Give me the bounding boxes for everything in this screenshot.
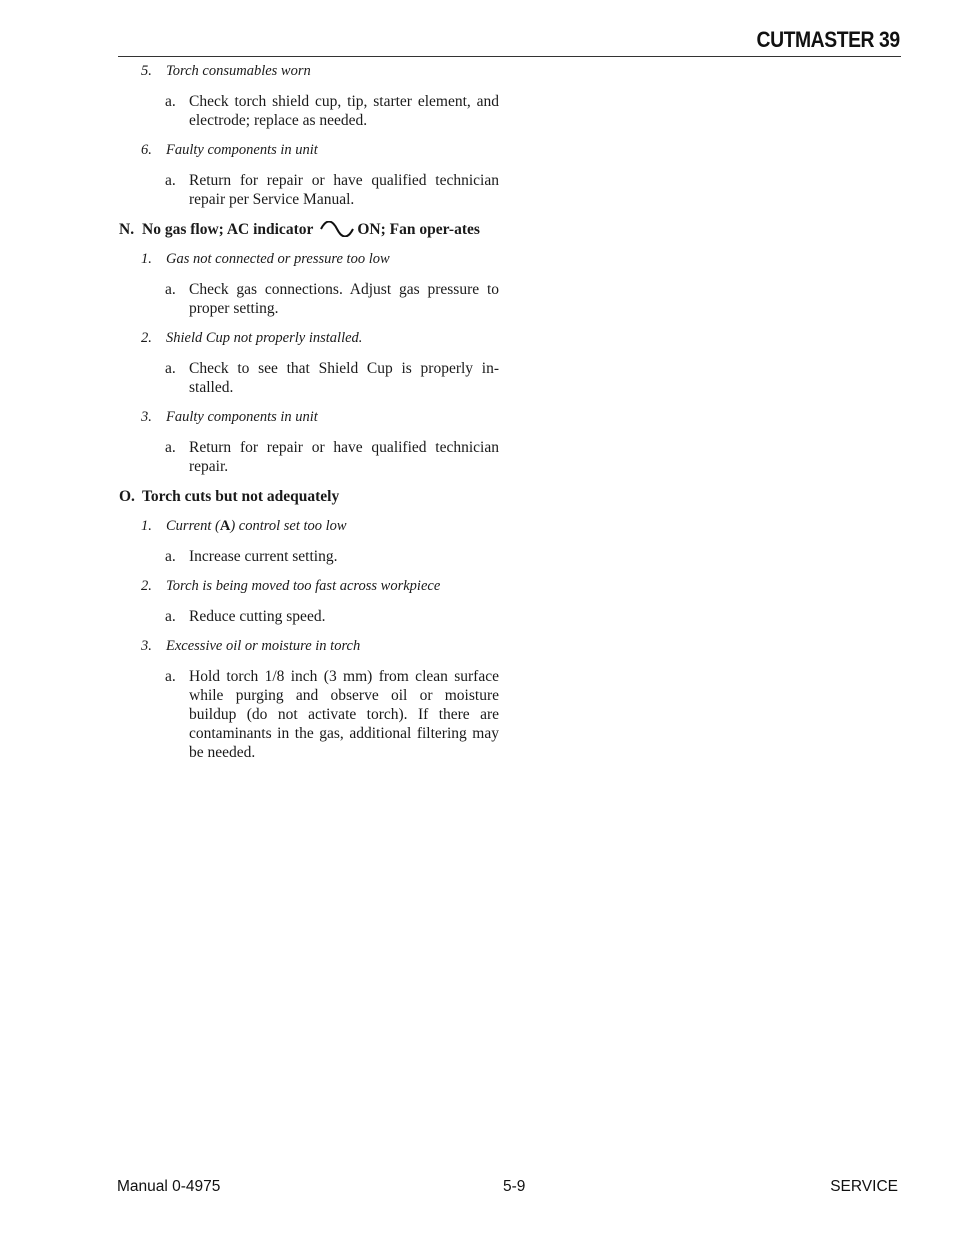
cause-item <box>119 329 499 348</box>
header-rule <box>118 56 901 57</box>
cause-number: 3. <box>141 409 152 425</box>
ac-sine-wave-icon <box>319 221 355 237</box>
remedy-letter: a. <box>165 360 176 377</box>
cause-text: Shield Cup not properly installed. <box>166 330 363 346</box>
cause-text-before: Current ( <box>166 518 220 534</box>
remedy-item <box>119 547 499 566</box>
remedy-letter: a. <box>165 608 176 625</box>
cause-text: Excessive oil or moisture in torch <box>166 638 361 654</box>
cause-item <box>119 517 499 536</box>
section-letter: O. <box>119 488 135 505</box>
cause-text: Torch is being moved too fast across workpiece <box>166 578 441 594</box>
troubleshooting-content <box>119 62 499 773</box>
cause-item <box>119 250 499 269</box>
cause-text: Gas not connected or pressure too low <box>166 251 390 267</box>
cause-item <box>119 577 499 596</box>
remedy-item <box>119 359 499 397</box>
remedy-text: Return for repair or have qualified technician repair. <box>189 439 499 475</box>
remedy-letter: a. <box>165 548 176 565</box>
section-heading-o <box>119 487 499 506</box>
footer-manual-number: Manual 0-4975 <box>117 1178 221 1195</box>
cause-item <box>119 637 499 656</box>
remedy-text: Return for repair or have qualified technician repair per Service Manual. <box>189 172 499 208</box>
cause-number: 5. <box>141 63 152 79</box>
cause-number: 3. <box>141 638 152 654</box>
cause-number: 1. <box>141 518 152 534</box>
remedy-text: Hold torch 1/8 inch (3 mm) from clean surface while purging and observe oil or moisture buildup (do not activate torch). If there are contaminants in the gas, additional filtering may be needed. <box>189 668 499 761</box>
remedy-letter: a. <box>165 668 176 685</box>
cause-text-after: ) control set too low <box>230 518 347 534</box>
cause-item <box>119 408 499 427</box>
remedy-letter: a. <box>165 281 176 298</box>
remedy-item <box>119 280 499 318</box>
remedy-item <box>119 607 499 626</box>
section-heading-n <box>119 220 499 239</box>
cause-item <box>119 141 499 160</box>
cause-item <box>119 62 499 81</box>
cause-number: 2. <box>141 578 152 594</box>
cause-text: Faulty components in unit <box>166 409 318 425</box>
remedy-item <box>119 667 499 762</box>
section-text-before: No gas flow; AC indicator <box>142 221 314 238</box>
section-text-after: ON; Fan oper-ates <box>357 221 480 238</box>
cause-number: 1. <box>141 251 152 267</box>
footer-page-number: 5-9 <box>503 1178 526 1195</box>
section-text: Torch cuts but not adequately <box>142 488 340 505</box>
remedy-letter: a. <box>165 439 176 456</box>
remedy-item <box>119 438 499 476</box>
cause-number: 2. <box>141 330 152 346</box>
remedy-text: Increase current setting. <box>189 548 338 565</box>
remedy-item <box>119 171 499 209</box>
cause-text: Torch consumables worn <box>166 63 311 79</box>
remedy-text: Check torch shield cup, tip, starter element, and electrode; replace as needed. <box>189 93 499 129</box>
remedy-text: Check gas connections. Adjust gas pressure to proper setting. <box>189 281 499 317</box>
section-letter: N. <box>119 221 135 238</box>
remedy-item <box>119 92 499 130</box>
current-control-label: A <box>219 518 231 534</box>
remedy-text: Check to see that Shield Cup is properly in-stalled. <box>189 360 499 396</box>
remedy-text: Reduce cutting speed. <box>189 608 326 625</box>
footer-section-name: SERVICE <box>830 1178 898 1195</box>
cause-number: 6. <box>141 142 152 158</box>
page-header-title: CUTMASTER 39 <box>756 27 900 52</box>
remedy-letter: a. <box>165 93 176 110</box>
remedy-letter: a. <box>165 172 176 189</box>
cause-text: Faulty components in unit <box>166 142 318 158</box>
